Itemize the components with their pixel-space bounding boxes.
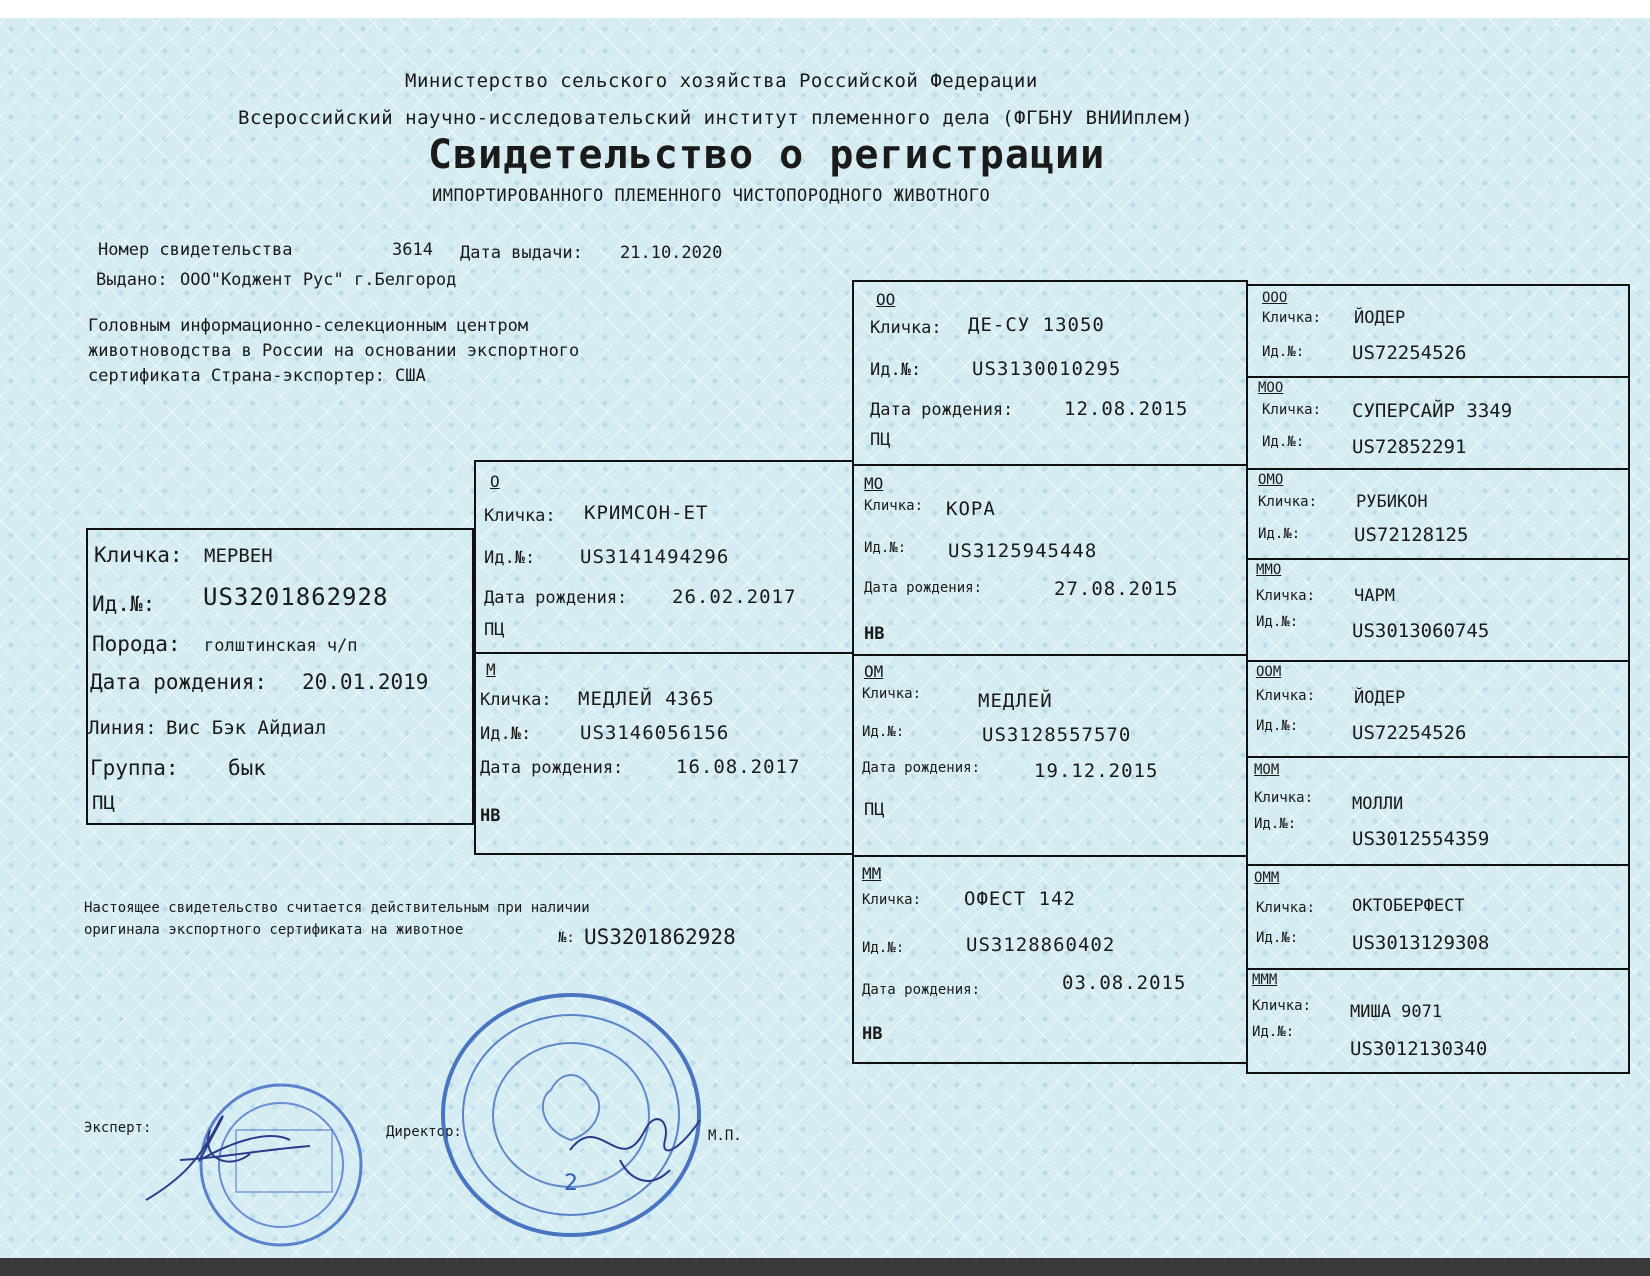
ggp-mmm-code: МММ bbox=[1252, 972, 1278, 988]
validity-animal-id: US3201862928 bbox=[584, 925, 736, 949]
ggp-mmm-name: МИША 9071 bbox=[1350, 1002, 1443, 1022]
issue-date-label: Дата выдачи: bbox=[460, 243, 583, 263]
gp-om-name: МЕДЛЕЙ bbox=[978, 690, 1053, 712]
parent-m-name: МЕДЛЕЙ 4365 bbox=[578, 688, 715, 710]
ggp-mmo-id-label: Ид.№: bbox=[1256, 614, 1299, 630]
validity-line-1: Настоящее свидетельство считается действительным при наличии bbox=[84, 900, 590, 916]
animal-name-label: Кличка: bbox=[94, 543, 183, 567]
ggp-divider-7 bbox=[1246, 968, 1630, 970]
ggp-oom-name: ЙОДЕР bbox=[1354, 688, 1406, 708]
basis-line-2: животноводства в России на основании экспортного bbox=[88, 341, 580, 361]
gp-mm-status: НВ bbox=[862, 1024, 883, 1044]
gp-oo-id-label: Ид.№: bbox=[870, 360, 922, 380]
validity-no-label: №: bbox=[558, 930, 575, 946]
certificate-number-label: Номер свидетельства bbox=[98, 240, 293, 260]
basis-line-3: сертификата Страна-экспортер: США bbox=[88, 366, 426, 386]
ggp-mmm-name-label: Кличка: bbox=[1252, 998, 1312, 1014]
ggp-moo-id: US72852291 bbox=[1352, 436, 1467, 458]
seal-number: 2 bbox=[564, 1171, 578, 1196]
document-subtitle: ИМПОРТИРОВАННОГО ПЛЕМЕННОГО ЧИСТОПОРОДНОГО ЖИВОТНОГО bbox=[432, 186, 991, 206]
gp-mm-name: ОФЕСТ 142 bbox=[964, 888, 1076, 910]
animal-id: US3201862928 bbox=[203, 583, 389, 611]
parent-o-code: О bbox=[490, 472, 500, 491]
parent-m-dob-label: Дата рождения: bbox=[480, 758, 624, 778]
ggp-omm-name: ОКТОБЕРФЕСТ bbox=[1352, 896, 1465, 916]
institute-line: Всероссийский научно-исследовательский институт племенного дела (ФГБНУ ВНИИплем) bbox=[238, 107, 1194, 129]
animal-line: Вис Бэк Айдиал bbox=[166, 717, 327, 739]
gp-oo-code: ОО bbox=[876, 290, 896, 309]
ggp-mmo-name: ЧАРМ bbox=[1354, 586, 1395, 606]
issue-date: 21.10.2020 bbox=[620, 243, 723, 263]
expert-label: Эксперт: bbox=[84, 1120, 152, 1136]
parent-o-id: US3141494296 bbox=[580, 546, 730, 568]
ggp-oom-id: US72254526 bbox=[1352, 722, 1467, 744]
ggp-omo-name-label: Кличка: bbox=[1258, 494, 1318, 510]
ggp-omo-id-label: Ид.№: bbox=[1258, 526, 1301, 542]
gp-om-dob: 19.12.2015 bbox=[1034, 760, 1159, 782]
ggp-moo-id-label: Ид.№: bbox=[1262, 434, 1305, 450]
gp-mm-code: ММ bbox=[862, 864, 882, 883]
gp-mm-dob: 03.08.2015 bbox=[1062, 972, 1187, 994]
ggp-divider-4 bbox=[1246, 660, 1630, 662]
gp-mo-name: КОРА bbox=[946, 498, 996, 520]
gp-om-dob-label: Дата рождения: bbox=[862, 760, 981, 776]
gp-oo-dob-label: Дата рождения: bbox=[870, 400, 1014, 420]
ggp-oom-id-label: Ид.№: bbox=[1256, 718, 1299, 734]
animal-id-label: Ид.№: bbox=[92, 592, 156, 616]
ggp-moo-code: МОО bbox=[1258, 380, 1284, 396]
ggp-mmm-id: US3012130340 bbox=[1350, 1038, 1488, 1060]
ggp-mom-name-label: Кличка: bbox=[1254, 790, 1314, 806]
parent-o-dob-label: Дата рождения: bbox=[484, 588, 628, 608]
scan-edge bbox=[0, 1258, 1650, 1276]
ggp-ooo-id: US72254526 bbox=[1352, 342, 1467, 364]
parent-m-status: НВ bbox=[480, 806, 501, 826]
gp-oo-name: ДЕ-СУ 13050 bbox=[968, 314, 1105, 336]
gp-mo-id-label: Ид.№: bbox=[864, 540, 907, 556]
parent-o-name-label: Кличка: bbox=[484, 506, 556, 526]
gp-oo-dob: 12.08.2015 bbox=[1064, 398, 1189, 420]
ggp-mom-id-label: Ид.№: bbox=[1254, 816, 1297, 832]
gp-mo-id: US3125945448 bbox=[948, 540, 1098, 562]
ggp-mom-name: МОЛЛИ bbox=[1352, 794, 1404, 814]
animal-breed-label: Порода: bbox=[92, 632, 181, 656]
gp-oo-name-label: Кличка: bbox=[870, 318, 942, 338]
parent-m-dob: 16.08.2017 bbox=[676, 756, 801, 778]
validity-line-2: оригинала экспортного сертификата на животное bbox=[84, 922, 464, 938]
parent-m-name-label: Кличка: bbox=[480, 690, 552, 710]
ggp-divider-1 bbox=[1246, 376, 1630, 378]
ggp-moo-name-label: Кличка: bbox=[1262, 402, 1322, 418]
parent-o-id-label: Ид.№: bbox=[484, 548, 536, 568]
parent-m-code: М bbox=[486, 660, 496, 679]
animal-dob-label: Дата рождения: bbox=[90, 670, 268, 694]
gp-mo-code: МО bbox=[864, 474, 884, 493]
ggp-omm-code: ОММ bbox=[1254, 870, 1280, 886]
gp-oo-status: ПЦ bbox=[870, 430, 891, 450]
parent-o-status: ПЦ bbox=[484, 620, 505, 640]
parent-m-id: US3146056156 bbox=[580, 722, 730, 744]
gp-mm-dob-label: Дата рождения: bbox=[862, 982, 981, 998]
ggp-divider-2 bbox=[1246, 468, 1630, 470]
gp-oo-id: US3130010295 bbox=[972, 358, 1122, 380]
ggp-omo-name: РУБИКОН bbox=[1356, 492, 1428, 512]
ggp-mmo-id: US3013060745 bbox=[1352, 620, 1490, 642]
gp-mm-id: US3128860402 bbox=[966, 934, 1116, 956]
gp-mo-dob: 27.08.2015 bbox=[1054, 578, 1179, 600]
ggp-divider-5 bbox=[1246, 756, 1630, 758]
ggp-ooo-code: ООО bbox=[1262, 290, 1288, 306]
gp-om-id-label: Ид.№: bbox=[862, 724, 905, 740]
animal-line-label: Линия: bbox=[88, 717, 157, 739]
animal-group: бык bbox=[228, 756, 266, 780]
director-signature bbox=[560, 1090, 710, 1200]
gp-om-name-label: Кличка: bbox=[862, 686, 922, 702]
ggp-oom-code: ООМ bbox=[1256, 664, 1282, 680]
ggp-divider-3 bbox=[1246, 558, 1630, 560]
gp-mm-id-label: Ид.№: bbox=[862, 940, 905, 956]
ggp-ooo-name-label: Кличка: bbox=[1262, 310, 1322, 326]
expert-signature bbox=[140, 1100, 330, 1210]
gp-divider-1 bbox=[852, 464, 1248, 466]
ggp-mmm-id-label: Ид.№: bbox=[1252, 1024, 1295, 1040]
gp-mm-name-label: Кличка: bbox=[862, 892, 922, 908]
mp-label: М.П. bbox=[708, 1128, 742, 1144]
parents-divider bbox=[474, 652, 854, 654]
ministry-line: Министерство сельского хозяйства Российской Федерации bbox=[405, 70, 1038, 92]
gp-om-code: ОМ bbox=[864, 662, 884, 681]
ggp-divider-6 bbox=[1246, 864, 1630, 866]
animal-name: МЕРВЕН bbox=[204, 545, 273, 567]
issued-label: Выдано: bbox=[96, 270, 168, 290]
parent-o-name: КРИМСОН-ЕТ bbox=[584, 502, 709, 524]
animal-breed: голштинская ч/п bbox=[204, 636, 358, 656]
ggp-ooo-id-label: Ид.№: bbox=[1262, 344, 1305, 360]
ggp-moo-name: СУПЕРСАЙР 3349 bbox=[1352, 400, 1513, 422]
ggp-mmo-name-label: Кличка: bbox=[1256, 588, 1316, 604]
ggp-omm-name-label: Кличка: bbox=[1256, 900, 1316, 916]
animal-dob: 20.01.2019 bbox=[302, 670, 429, 694]
parent-m-id-label: Ид.№: bbox=[480, 724, 532, 744]
ggp-mom-code: МОМ bbox=[1254, 762, 1280, 778]
animal-status: ПЦ bbox=[92, 792, 115, 814]
ggp-omm-id: US3013129308 bbox=[1352, 932, 1490, 954]
ggp-omo-id: US72128125 bbox=[1354, 524, 1469, 546]
ggp-omo-code: ОМО bbox=[1258, 472, 1284, 488]
gp-mo-status: НВ bbox=[864, 624, 885, 644]
animal-group-label: Группа: bbox=[90, 756, 179, 780]
parent-o-dob: 26.02.2017 bbox=[672, 586, 797, 608]
certificate-number: 3614 bbox=[392, 240, 433, 260]
ggp-oom-name-label: Кличка: bbox=[1256, 688, 1316, 704]
basis-line-1: Головным информационно-селекционным центром bbox=[88, 316, 529, 336]
ggp-omm-id-label: Ид.№: bbox=[1256, 930, 1299, 946]
director-label: Директор: bbox=[386, 1124, 462, 1140]
gp-divider-2 bbox=[852, 654, 1248, 656]
document-title: Свидетельство о регистрации bbox=[428, 132, 1106, 178]
gp-mo-name-label: Кличка: bbox=[864, 498, 924, 514]
ggp-mmo-code: ММО bbox=[1256, 562, 1282, 578]
gp-divider-3 bbox=[852, 855, 1248, 857]
ggp-ooo-name: ЙОДЕР bbox=[1354, 308, 1406, 328]
issued-to: ООО"Коджент Рус" г.Белгород bbox=[180, 270, 457, 290]
gp-om-status: ПЦ bbox=[864, 800, 885, 820]
gp-om-id: US3128557570 bbox=[982, 724, 1132, 746]
ggp-mom-id: US3012554359 bbox=[1352, 828, 1490, 850]
gp-mo-dob-label: Дата рождения: bbox=[864, 580, 983, 596]
